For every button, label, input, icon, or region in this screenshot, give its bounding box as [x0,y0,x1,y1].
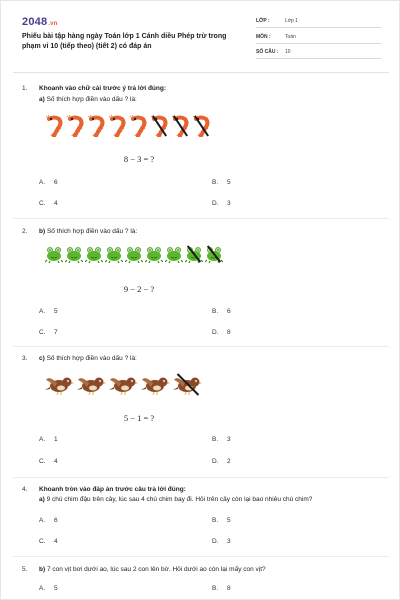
header-divider [13,72,389,73]
shrimp-icon [192,115,211,137]
question-4-subtitle: a) 9 chú chim đậu trên cây, lúc sau 4 chú chim bay đi. Hỏi trên cây còn lại bao nhiêu chú chim? [39,496,313,503]
question-2-option-b[interactable]: B. 6 [212,308,231,315]
question-1-equation: 8 − 3 = ? [123,154,155,164]
question-3-number: 3. [22,355,28,362]
meta-class-row: LỚP : Lớp 1 [256,15,381,28]
question-1-option-a[interactable]: A. 6 [39,179,58,186]
frog-icon [65,245,83,263]
question-3-option-d[interactable]: D. 2 [212,458,231,465]
question-4-option-c[interactable]: C. 4 [39,538,58,545]
question-4-number: 4. [22,486,28,493]
question-2-option-a[interactable]: A. 5 [39,308,58,315]
question-1-subtitle: a) Số thích hợp điền vào dấu ? là: [39,96,137,103]
question-divider [13,346,389,347]
bird-icon [141,373,171,396]
question-3-equation: 5 − 1 = ? [123,413,155,423]
question-1-title: Khoanh vào chữ cái trước ý trả lời đúng: [39,85,167,92]
bird-icon [77,373,107,396]
shrimp-icon [45,115,64,137]
question-2-option-d[interactable]: D. 8 [212,329,231,336]
shrimp-icon [108,115,127,137]
bird-icon [173,373,203,396]
question-1-option-b[interactable]: B. 5 [212,179,231,186]
question-4-title: Khoanh tròn vào đáp án trước câu trả lời đúng: [39,486,186,493]
question-1-pictures [45,115,213,137]
question-5-number: 5. [22,566,28,573]
question-divider [13,218,389,219]
frog-icon [205,245,223,263]
shrimp-icon [66,115,85,137]
frog-icon [165,245,183,263]
frog-icon [105,245,123,263]
question-3-subtitle: c) Số thích hợp điền vào dấu ? là: [39,355,137,362]
site-logo[interactable]: 2048.vn [22,16,58,28]
shrimp-icon [129,115,148,137]
question-divider [13,477,389,478]
question-divider [13,556,389,557]
question-4-option-a[interactable]: A. 6 [39,517,58,524]
question-3-option-a[interactable]: A. 1 [39,436,58,443]
question-2-equation: 9 − 2 − ? [123,284,155,294]
question-2-pictures [45,245,225,263]
shrimp-icon [150,115,169,137]
shrimp-icon [87,115,106,137]
question-1-option-c[interactable]: C. 4 [39,200,58,207]
frog-icon [125,245,143,263]
meta-subject-row: MÔN : Toán [256,31,381,44]
bird-icon [109,373,139,396]
question-5-subtitle: b) 7 con vịt bơi dưới ao, lúc sau 2 con lên bờ. Hỏi dưới ao còn lại mấy con vịt? [39,566,266,573]
question-5-option-b[interactable]: B. 8 [212,585,231,592]
question-2-option-c[interactable]: C. 7 [39,329,58,336]
bird-icon [45,373,75,396]
question-3-option-b[interactable]: B. 3 [212,436,231,443]
question-4-option-d[interactable]: D. 3 [212,538,231,545]
frog-icon [85,245,103,263]
question-1-option-d[interactable]: D. 3 [212,200,231,207]
question-2-subtitle: b) Số thích hợp điền vào dấu ? là: [39,228,138,235]
document-title: Phiếu bài tập hàng ngày Toán lớp 1 Cánh diều Phép trừ trong phạm vi 10 (tiếp theo) (tiết 2) có đáp án [22,33,227,50]
meta-count-row: SỐ CÂU : 10 [256,46,381,59]
frog-icon [185,245,203,263]
shrimp-icon [171,115,190,137]
question-4-option-b[interactable]: B. 5 [212,517,231,524]
frog-icon [45,245,63,263]
question-5-option-a[interactable]: A. 5 [39,585,58,592]
frog-icon [145,245,163,263]
question-2-number: 2. [22,228,28,235]
question-3-option-c[interactable]: C. 4 [39,458,58,465]
question-1-number: 1. [22,85,28,92]
question-3-pictures [45,373,205,396]
